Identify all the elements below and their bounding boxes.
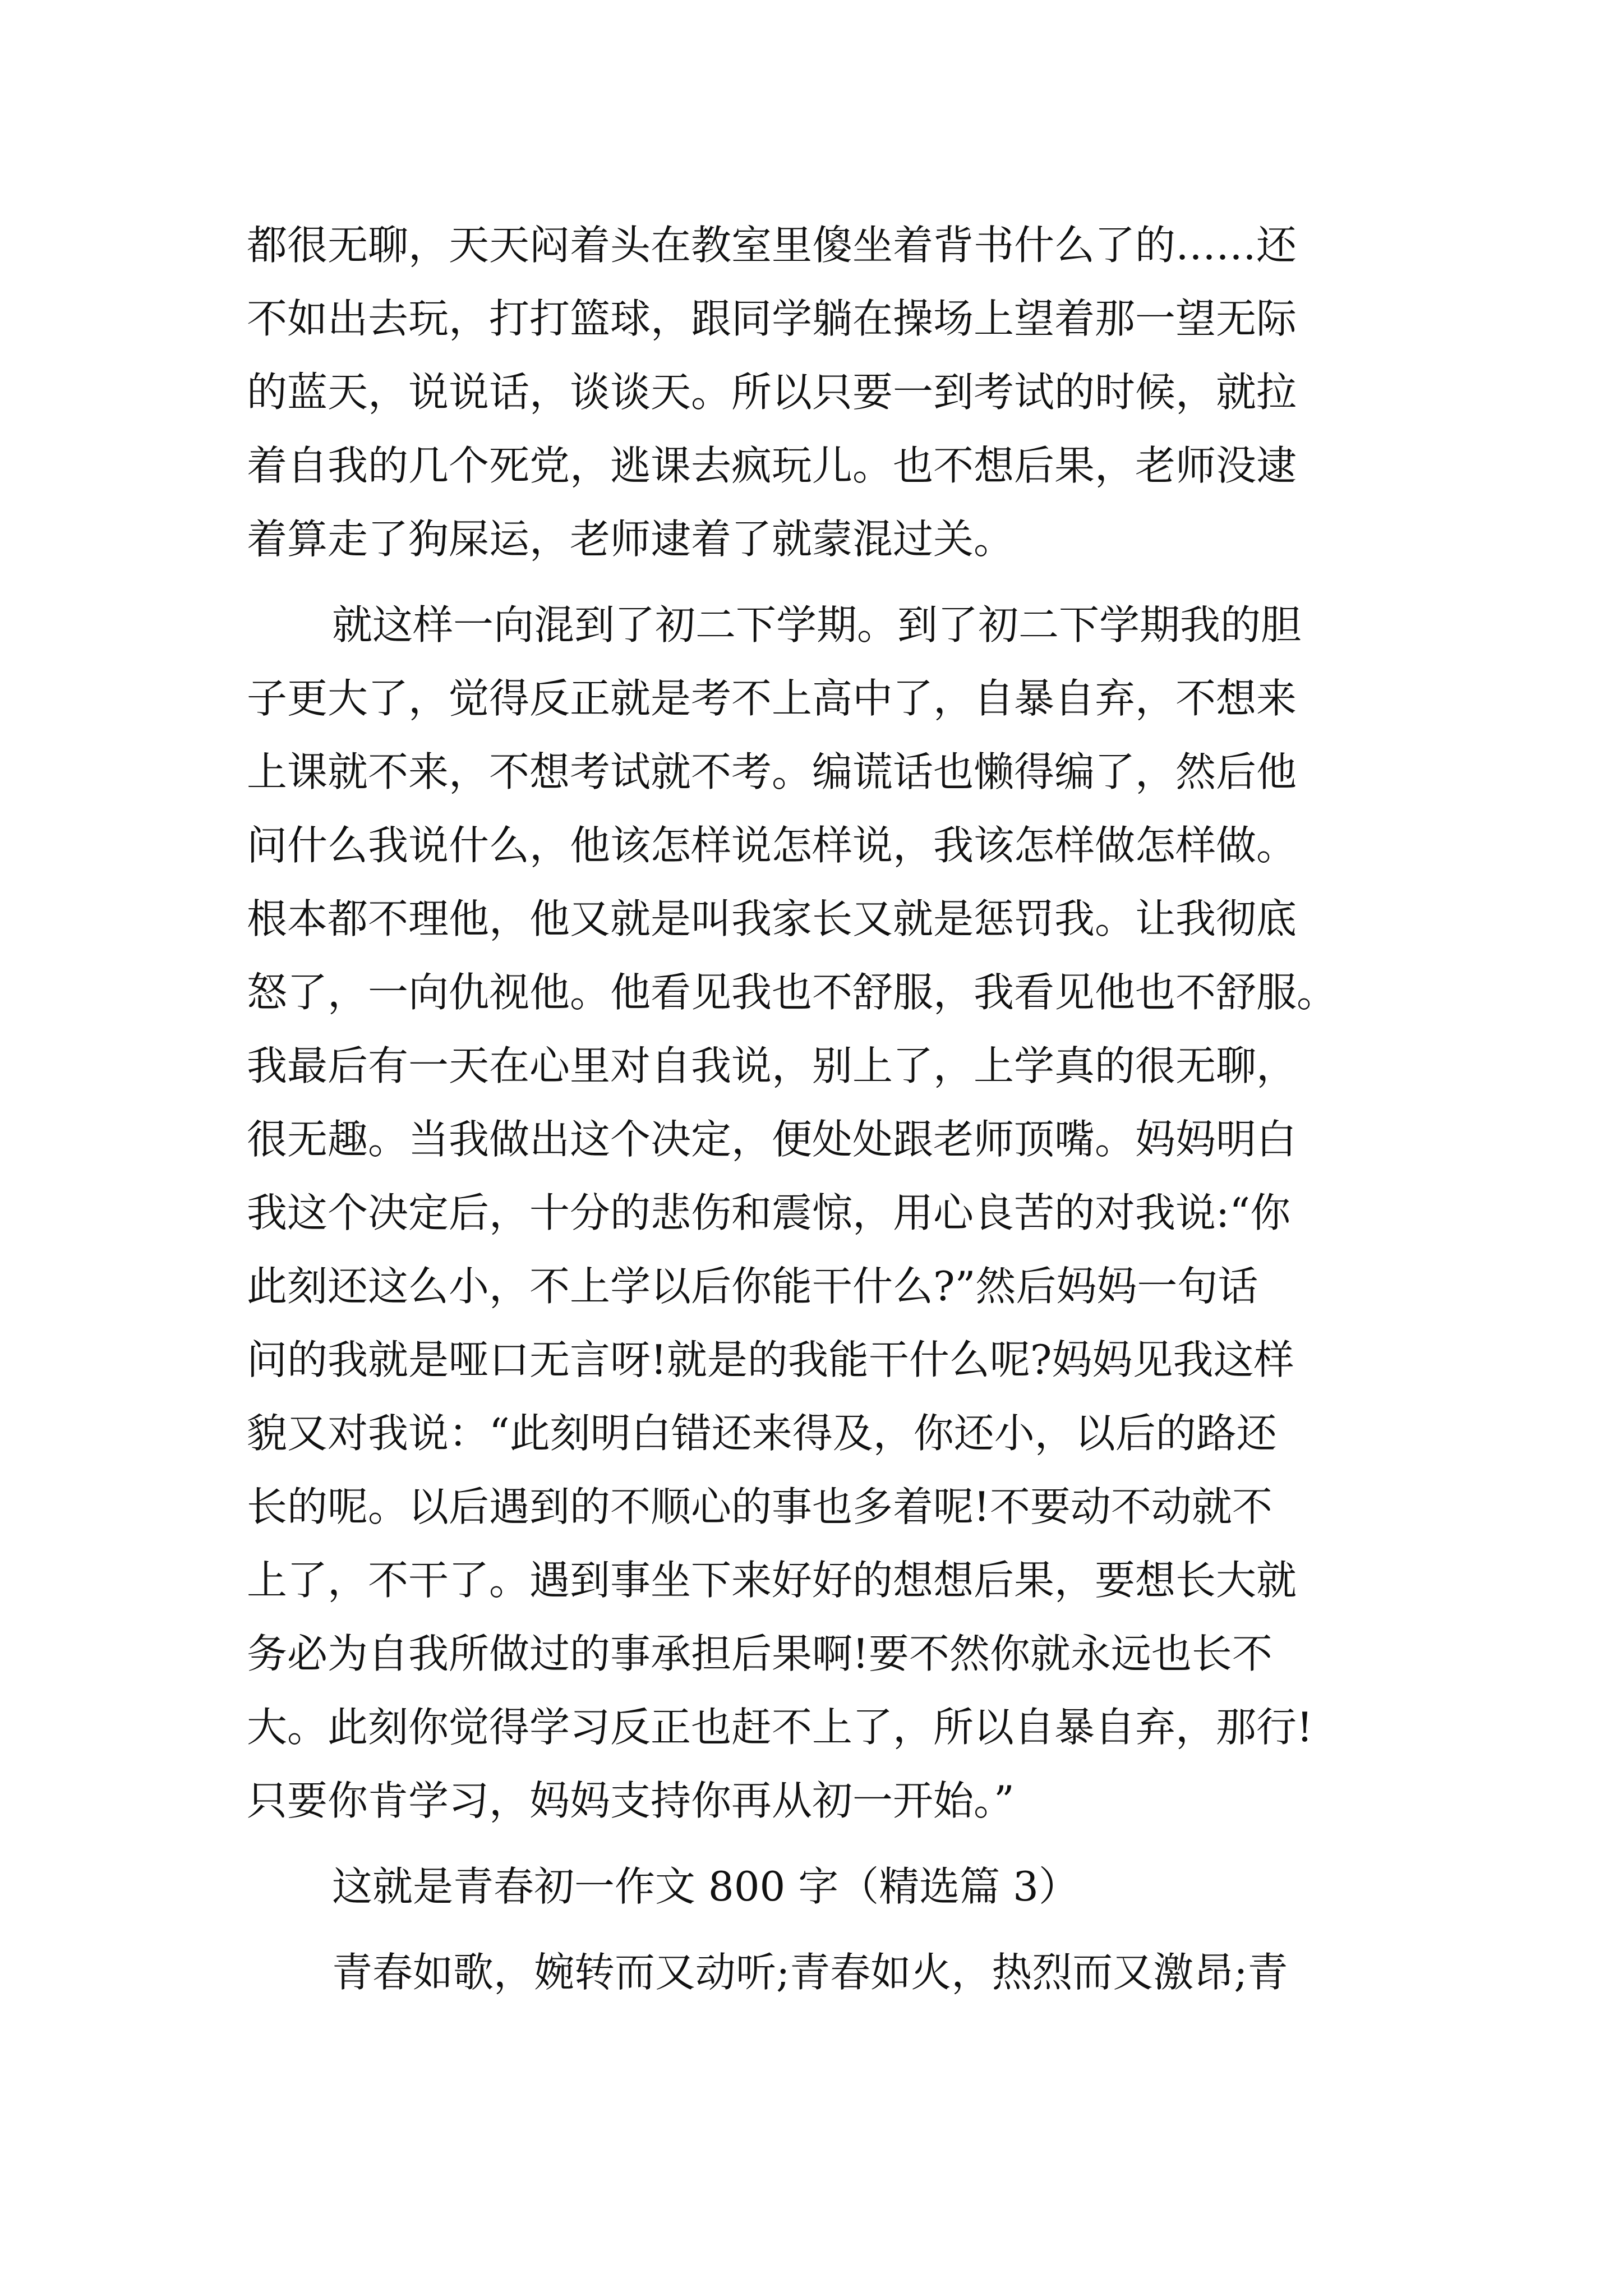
text-line: 大。此刻你觉得学习反正也赶不上了，所以自暴自弃，那行! bbox=[247, 1704, 1313, 1751]
text-line: 长的呢。以后遇到的不顺心的事也多着呢!不要动不动就不 bbox=[247, 1483, 1272, 1530]
text-line: 此刻还这么小，不上学以后你能干什么?”然后妈妈一句话 bbox=[247, 1263, 1258, 1310]
text-line: 着算走了狗屎运，老师逮着了就蒙混过关。 bbox=[247, 516, 1015, 563]
text-line: 问的我就是哑口无言呀!就是的我能干什么呢?妈妈见我这样 bbox=[247, 1336, 1294, 1383]
section-title: 这就是青春初一作文 800 字（精选篇 3） bbox=[332, 1863, 1079, 1910]
text-line: 着自我的几个死党，逃课去疯玩儿。也不想后果，老师没逮 bbox=[247, 442, 1297, 489]
text-line: 我这个决定后，十分的悲伤和震惊，用心良苦的对我说:“你 bbox=[247, 1189, 1291, 1236]
text-line: 的蓝天，说说话，谈谈天。所以只要一到考试的时候，就拉 bbox=[247, 369, 1297, 416]
paragraph-1 bbox=[247, 209, 1391, 576]
text-line: 子更大了，觉得反正就是考不上高中了，自暴自弃，不想来 bbox=[247, 675, 1297, 722]
paragraph-3 bbox=[247, 1936, 1391, 2009]
text-line: 上了，不干了。遇到事坐下来好好的想想后果，要想长大就 bbox=[247, 1557, 1297, 1604]
text-line: 上课就不来，不想考试就不考。编谎话也懒得编了，然后他 bbox=[247, 748, 1297, 795]
text-line: 只要你肯学习，妈妈支持你再从初一开始。” bbox=[247, 1777, 1015, 1824]
text-line: 我最后有一天在心里对自我说，别上了，上学真的很无聊， bbox=[247, 1042, 1297, 1089]
paragraph-2 bbox=[247, 588, 1391, 1838]
text-line: 就这样一向混到了初二下学期。到了初二下学期我的胆 bbox=[332, 601, 1302, 648]
document-body bbox=[247, 209, 1391, 2009]
text-line: 问什么我说什么，他该怎样说怎样说，我该怎样做怎样做。 bbox=[247, 822, 1297, 869]
text-line: 貌又对我说：“此刻明白错还来得及，你还小，以后的路还 bbox=[247, 1410, 1277, 1457]
text-line: 都很无聊，天天闷着头在教室里傻坐着背书什么了的……还 bbox=[247, 222, 1297, 269]
text-line: 务必为自我所做过的事承担后果啊!要不然你就永远也长不 bbox=[247, 1630, 1272, 1677]
text-line: 不如出去玩，打打篮球，跟同学躺在操场上望着那一望无际 bbox=[247, 295, 1297, 342]
text-line: 根本都不理他，他又就是叫我家长又就是惩罚我。让我彻底 bbox=[247, 895, 1297, 942]
text-line: 青春如歌，婉转而又动听;青春如火，热烈而又激昂;青 bbox=[332, 1949, 1288, 1996]
text-line: 怒了，一向仇视他。他看见我也不舒服，我看见他也不舒服。 bbox=[247, 969, 1338, 1016]
text-line: 很无趣。当我做出这个决定，便处处跟老师顶嘴。妈妈明白 bbox=[247, 1116, 1297, 1163]
